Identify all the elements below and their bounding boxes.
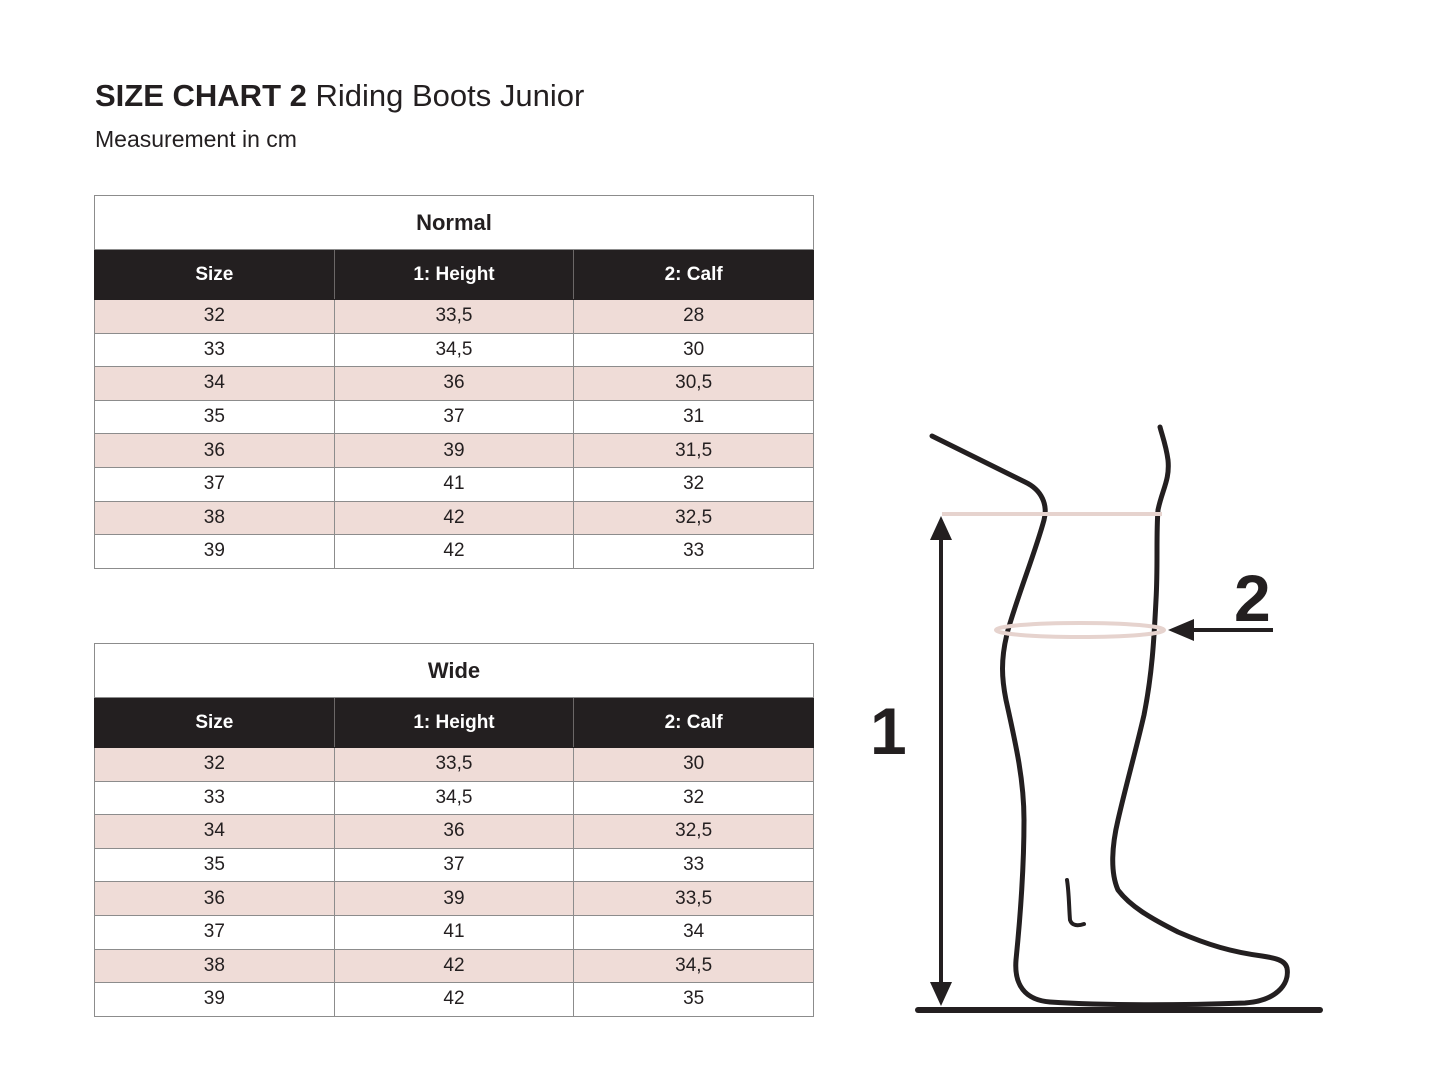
calf-cell: 30,5 — [574, 367, 814, 401]
table-row — [95, 333, 814, 367]
table-row — [95, 434, 814, 468]
calf-measure-label: 2 — [1234, 561, 1271, 635]
table-row — [95, 915, 814, 949]
table-row — [95, 949, 814, 983]
size-cell: 39 — [95, 535, 335, 569]
size-cell: 38 — [95, 501, 335, 535]
leg-measurement-diagram — [860, 400, 1360, 1040]
column-header-calf: 2: Calf — [574, 250, 814, 300]
calf-cell: 31 — [574, 400, 814, 434]
table-title: Wide — [95, 644, 814, 698]
height-cell: 41 — [334, 467, 574, 501]
height-cell: 33,5 — [334, 748, 574, 782]
table-row — [95, 983, 814, 1017]
table-row — [95, 467, 814, 501]
height-cell: 42 — [334, 983, 574, 1017]
column-header-calf: 2: Calf — [574, 698, 814, 748]
size-cell: 35 — [95, 848, 335, 882]
calf-cell: 34,5 — [574, 949, 814, 983]
column-header-height: 1: Height — [334, 250, 574, 300]
table-row — [95, 748, 814, 782]
height-cell: 36 — [334, 815, 574, 849]
table-row — [95, 882, 814, 916]
table-row — [95, 300, 814, 334]
size-cell: 38 — [95, 949, 335, 983]
table-title: Normal — [95, 196, 814, 250]
calf-cell: 30 — [574, 748, 814, 782]
table-row — [95, 848, 814, 882]
size-cell: 35 — [95, 400, 335, 434]
ankle-detail — [1067, 880, 1084, 925]
height-cell: 36 — [334, 367, 574, 401]
page-title — [95, 76, 584, 116]
table-row — [95, 501, 814, 535]
table-row — [95, 781, 814, 815]
calf-arrow-head — [1168, 619, 1194, 641]
calf-cell: 31,5 — [574, 434, 814, 468]
column-header-size: Size — [95, 250, 335, 300]
calf-cell: 32,5 — [574, 815, 814, 849]
height-arrow-head-up — [930, 516, 952, 540]
calf-cell: 32,5 — [574, 501, 814, 535]
table-row — [95, 400, 814, 434]
size-cell: 32 — [95, 300, 335, 334]
normal-size-table — [94, 195, 814, 569]
height-cell: 42 — [334, 949, 574, 983]
size-cell: 36 — [95, 434, 335, 468]
table-row — [95, 815, 814, 849]
page-subtitle: Measurement in cm — [95, 126, 297, 152]
size-cell: 36 — [95, 882, 335, 916]
table-header-row — [95, 250, 814, 300]
size-cell: 33 — [95, 781, 335, 815]
height-cell: 37 — [334, 848, 574, 882]
calf-cell: 32 — [574, 781, 814, 815]
size-cell: 32 — [95, 748, 335, 782]
table-header-row — [95, 698, 814, 748]
calf-cell: 32 — [574, 467, 814, 501]
calf-cell: 35 — [574, 983, 814, 1017]
title-rest: Riding Boots Junior — [315, 78, 585, 113]
calf-cell: 33 — [574, 535, 814, 569]
height-cell: 34,5 — [334, 781, 574, 815]
height-cell: 42 — [334, 535, 574, 569]
height-cell: 33,5 — [334, 300, 574, 334]
size-cell: 39 — [95, 983, 335, 1017]
size-cell: 37 — [95, 467, 335, 501]
calf-measure-ring — [996, 623, 1164, 637]
table-row — [95, 535, 814, 569]
height-cell: 42 — [334, 501, 574, 535]
wide-size-table — [94, 643, 814, 1017]
height-cell: 41 — [334, 915, 574, 949]
column-header-height: 1: Height — [334, 698, 574, 748]
size-cell: 33 — [95, 333, 335, 367]
height-cell: 39 — [334, 882, 574, 916]
calf-cell: 30 — [574, 333, 814, 367]
height-arrow-head-down — [930, 982, 952, 1006]
height-measure-label: 1 — [870, 694, 907, 768]
height-cell: 37 — [334, 400, 574, 434]
title-strong: SIZE CHART 2 — [95, 78, 307, 113]
size-cell: 37 — [95, 915, 335, 949]
column-header-size: Size — [95, 698, 335, 748]
calf-cell: 33,5 — [574, 882, 814, 916]
table-row — [95, 367, 814, 401]
height-cell: 39 — [334, 434, 574, 468]
size-cell: 34 — [95, 367, 335, 401]
calf-cell: 28 — [574, 300, 814, 334]
height-cell: 34,5 — [334, 333, 574, 367]
size-cell: 34 — [95, 815, 335, 849]
calf-cell: 33 — [574, 848, 814, 882]
calf-cell: 34 — [574, 915, 814, 949]
